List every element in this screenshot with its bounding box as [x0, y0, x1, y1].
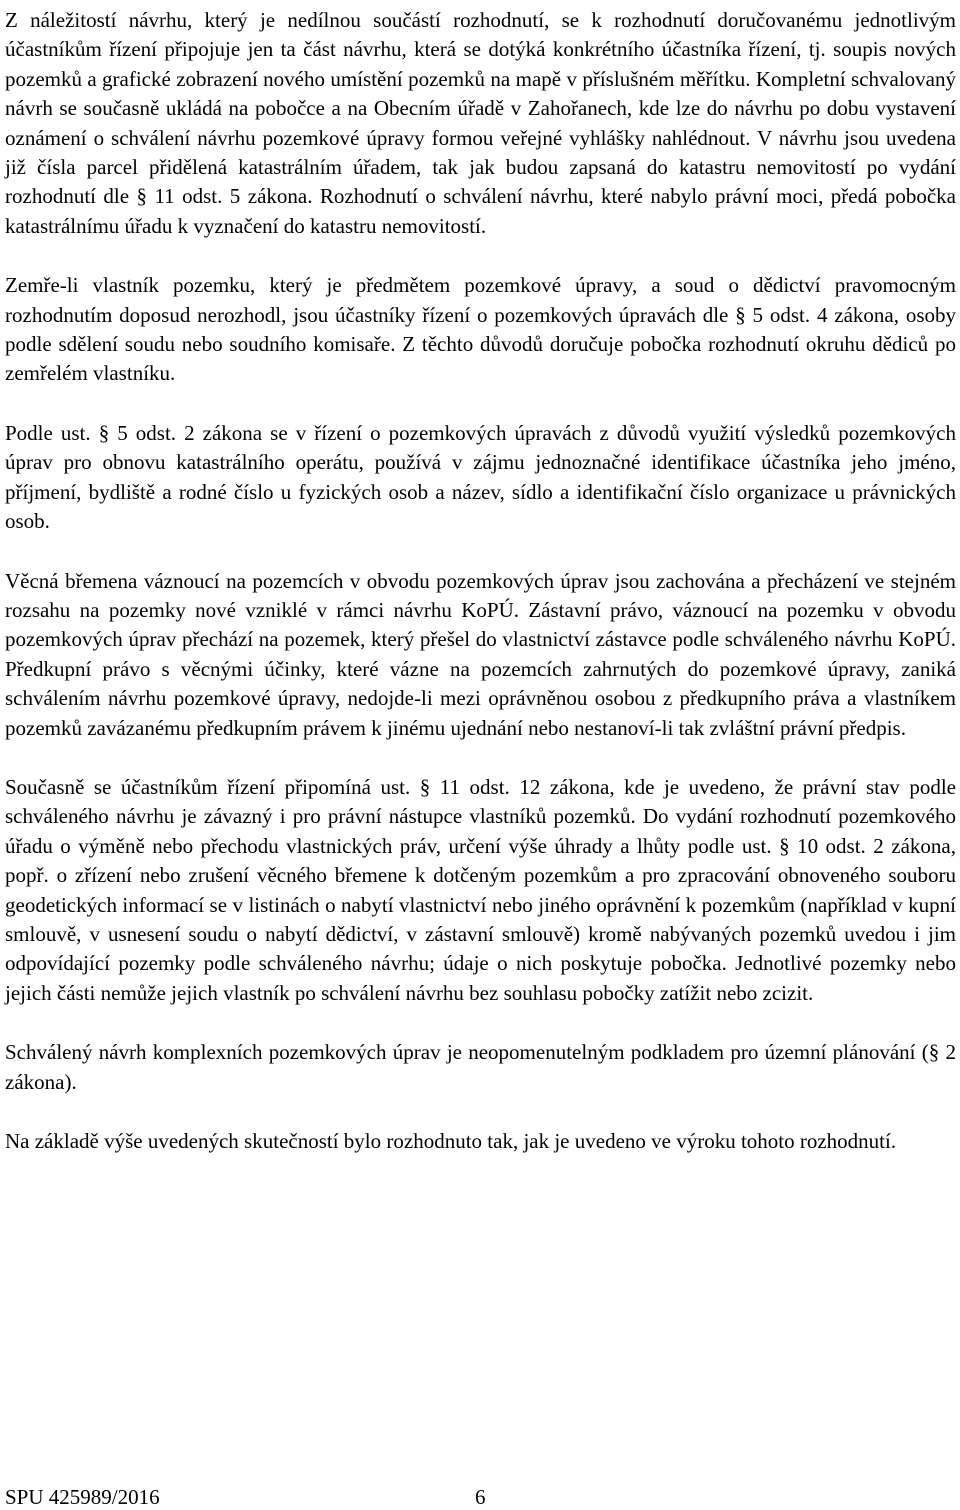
paragraph-6: Schválený návrh komplexních pozemkových úprav je neopomenutelným podkladem pro územní plánování (§ 2 zákona).	[5, 1040, 956, 1094]
page-footer	[5, 1484, 956, 1510]
paragraph-2: Zemře-li vlastník pozemku, který je předmětem pozemkové úpravy, a soud o dědictví pravomocným rozhodnutím doposud nerozhodl, jsou účastníky řízení o pozemkových úpravách dle § 5 odst. 4 zákona, osoby podle sdělení soudu nebo soudního komisaře. Z těchto důvodů doručuje pobočka rozhodnutí okruhu dědiců po zemřelém vlastníku.	[5, 273, 956, 386]
document-id: SPU 425989/2016	[5, 1485, 160, 1509]
paragraph-4: Věcná břemena váznoucí na pozemcích v obvodu pozemkových úprav jsou zachována a přecházení ve stejném rozsahu na pozemky nové vzniklé v rámci návrhu KoPÚ. Zástavní právo, váznoucí na pozemku v obvodu pozemkových úprav přechází na pozemek, který přešel do vlastnictví zástavce podle schváleného návrhu KoPÚ. Předkupní právo s věcnými účinky, které vázne na pozemcích zahrnutých do pozemkové úpravy, zaniká schválením návrhu pozemkové úpravy, nedojde-li mezi oprávněnou osobou z předkupního práva a vlastníkem pozemků zavázanému předkupním právem k jinému ujednání nebo nestanoví-li tak zvláštní právní předpis.	[5, 568, 956, 740]
paragraph-3: Podle ust. § 5 odst. 2 zákona se v řízení o pozemkových úpravách z důvodů využití výsledků pozemkových úprav pro obnovu katastrálního operátu, používá v zájmu jednoznačné identifikace účastníka jeho jméno, příjmení, bydliště a rodné číslo u fyzických osob a název, sídlo a identifikační číslo organizace u právnických osob.	[5, 420, 956, 534]
paragraph-1: Z náležitostí návrhu, který je nedílnou součástí rozhodnutí, se k rozhodnutí doručovanému jednotlivým účastníkům řízení připojuje jen ta část návrhu, která se dotýká konkrétního účastníka řízení, tj. soupis nových pozemků a grafické zobrazení nového umístění pozemků na mapě v příslušném měřítku. Kompletní schvalovaný návrh se současně ukládá na pobočce a na Obecním úřadě v Zahořanech, kde lze do návrhu po dobu vystavení oznámení o schválení návrhu pozemkové úpravy formou veřejné vyhlášky nahlédnout. V návrhu jsou uvedena již čísla parcel přidělená katastrálním úřadem, tak jak budou zapsaná do katastru nemovitostí po vydání rozhodnutí dle § 11 odst. 5 zákona. Rozhodnutí o schválení návrhu, které nabylo právní moci, předá pobočka katastrálnímu úřadu k vyznačení do katastru nemovitostí.	[5, 8, 956, 238]
paragraph-7: Na základě výše uvedených skutečností bylo rozhodnuto tak, jak je uvedeno ve výroku tohoto rozhodnutí.	[5, 1129, 897, 1153]
paragraph-5: Současně se účastníkům řízení připomíná ust. § 11 odst. 12 zákona, kde je uvedeno, že právní stav podle schváleného návrhu je závazný i pro právní nástupce vlastníků pozemků. Do vydání rozhodnutí pozemkového úřadu o výměně nebo přechodu vlastnických práv, určení výše úhrady a lhůty podle ust. § 10 odst. 2 zákona, popř. o zřízení nebo zrušení věcného břemene k dotčeným pozemkům a pro zpracování obnoveného souboru geodetických informací se v listinách o nabytí vlastnictví nebo jiného oprávnění k pozemkům (například v kupní smlouvě, v usnesení soudu o nabytí dědictví, v zástavní smlouvě) kromě nabývaných pozemků uvedou i jim odpovídající pozemky podle schváleného návrhu; údaje o nich poskytuje pobočka. Jednotlivé pozemky nebo jejich části nemůže jejich vlastník po schválení návrhu bez souhlasu pobočky zatížit nebo zcizit.	[5, 774, 956, 1005]
document-body	[5, 0, 956, 1186]
page-number: 6	[475, 1485, 486, 1509]
